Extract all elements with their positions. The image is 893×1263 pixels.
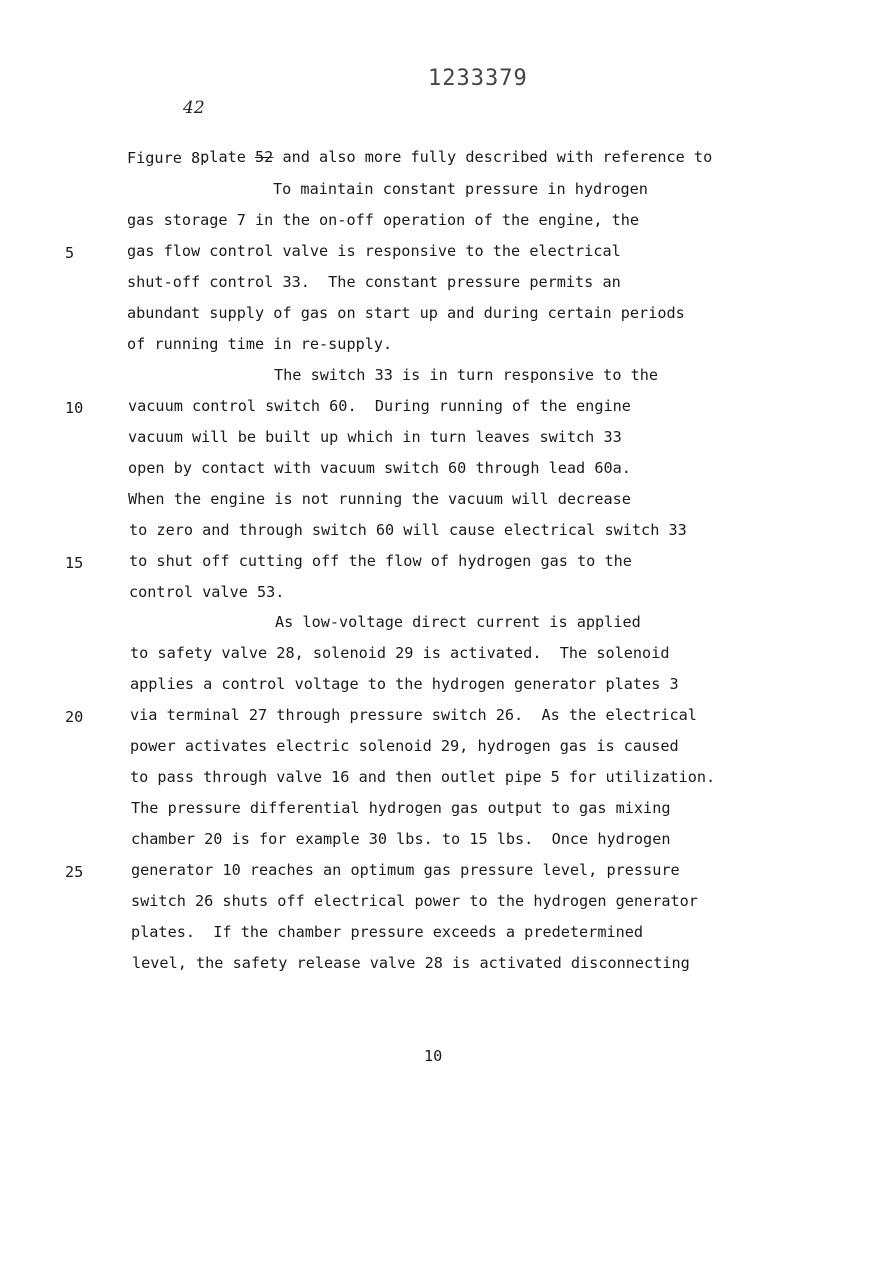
handwritten-correction: 42	[183, 98, 205, 118]
struck-reference: 52	[255, 148, 274, 167]
line-number: 15	[65, 554, 84, 572]
document-number: 1233379	[428, 66, 528, 91]
text-line	[0, 120, 713, 167]
line-number: 10	[65, 399, 84, 417]
line-prefix: plate	[200, 148, 256, 167]
page-number: 10	[424, 1047, 443, 1065]
line-rest: and also more fully described with reference to	[273, 148, 713, 167]
line-number: 20	[65, 708, 84, 726]
line-number: 5	[65, 244, 75, 262]
line-number: 25	[65, 863, 84, 881]
